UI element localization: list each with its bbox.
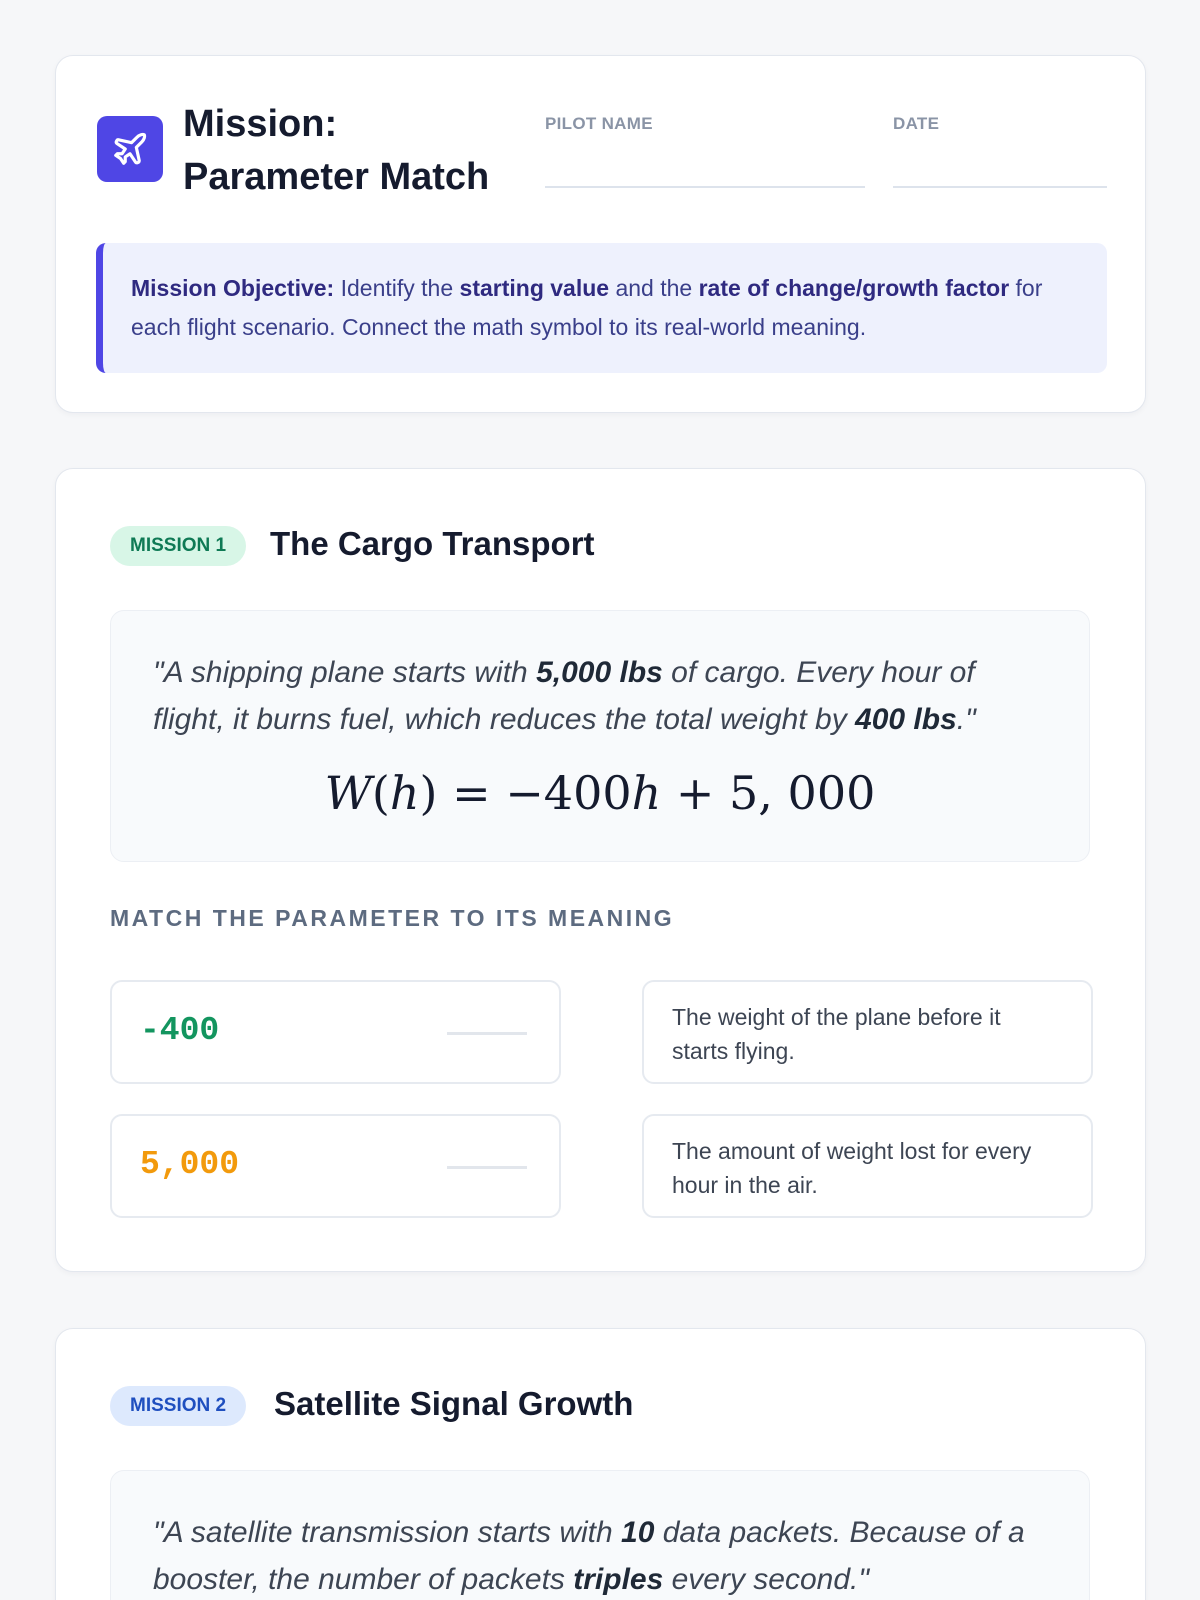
quote-keyword: 5,000 lbs bbox=[536, 656, 663, 689]
equation-rhs: + 5, 000 bbox=[661, 766, 876, 820]
answer-blank[interactable] bbox=[447, 1166, 527, 1169]
answer-blank[interactable] bbox=[447, 1032, 527, 1035]
mission-title: The Cargo Transport bbox=[270, 525, 595, 562]
quote-text: of cargo. Every hour of flight, it burns fuel, which reduces the total weight by bbox=[153, 656, 975, 736]
scenario-box bbox=[110, 1470, 1090, 1600]
scenario-quote bbox=[153, 649, 1047, 743]
quote-keyword: triples bbox=[573, 1563, 664, 1596]
pilot-name-label: PILOT NAME bbox=[545, 114, 653, 133]
mission-objective-callout bbox=[96, 243, 1107, 373]
mission-title: Satellite Signal Growth bbox=[274, 1385, 634, 1422]
meaning-card[interactable]: The amount of weight lost for every hour in the air. bbox=[642, 1114, 1093, 1218]
mission-logo bbox=[97, 116, 163, 182]
objective-text: Identify the bbox=[334, 275, 460, 301]
page-title-line1: Mission: bbox=[183, 103, 338, 145]
worksheet-header-card bbox=[55, 55, 1146, 413]
page-title bbox=[183, 98, 489, 204]
mission-badge: MISSION 1 bbox=[110, 526, 246, 566]
scenario-quote bbox=[153, 1509, 1047, 1600]
date-field[interactable] bbox=[893, 186, 1107, 188]
page-title-line2: Parameter Match bbox=[183, 156, 490, 198]
mission-badge: MISSION 2 bbox=[110, 1386, 246, 1426]
mission-2-card bbox=[55, 1328, 1146, 1600]
parameter-value: -400 bbox=[140, 1012, 220, 1049]
equation-rhs: = −400 bbox=[437, 766, 632, 820]
quote-text: "A shipping plane starts with bbox=[153, 656, 537, 689]
objective-text: and the bbox=[609, 275, 699, 301]
pilot-name-field[interactable] bbox=[545, 186, 865, 188]
quote-keyword: 10 bbox=[621, 1516, 655, 1549]
equation-paren: ( bbox=[371, 766, 390, 820]
objective-text: for each flight scenario. Connect the math symbol to its real-world meaning. bbox=[131, 275, 1043, 340]
meaning-card[interactable]: The weight of the plane before it starts flying. bbox=[642, 980, 1093, 1084]
quote-text: "A satellite transmission starts with bbox=[153, 1516, 622, 1549]
parameter-card[interactable] bbox=[110, 980, 561, 1084]
parameter-card[interactable] bbox=[110, 1114, 561, 1218]
objective-keyword: rate of change/growth factor bbox=[698, 275, 1010, 301]
objective-keyword: starting value bbox=[459, 275, 610, 301]
quote-text: ." bbox=[956, 703, 976, 736]
equation-variable: h bbox=[631, 766, 662, 820]
scenario-box bbox=[110, 610, 1090, 862]
objective-label: Mission Objective: bbox=[131, 275, 335, 301]
equation bbox=[153, 765, 1047, 821]
mission-1-card bbox=[55, 468, 1146, 1272]
quote-text: data packets. Because of a booster, the number of packets bbox=[153, 1516, 1025, 1596]
equation-variable: h bbox=[389, 766, 420, 820]
airplane-icon bbox=[111, 130, 149, 168]
equation-paren: ) bbox=[419, 766, 438, 820]
equation-function: W bbox=[324, 766, 372, 820]
date-label: DATE bbox=[893, 114, 940, 133]
match-heading: MATCH THE PARAMETER TO ITS MEANING bbox=[110, 905, 675, 931]
parameter-value: 5,000 bbox=[140, 1146, 240, 1183]
quote-text: every second." bbox=[663, 1563, 870, 1596]
quote-keyword: 400 lbs bbox=[855, 703, 957, 736]
